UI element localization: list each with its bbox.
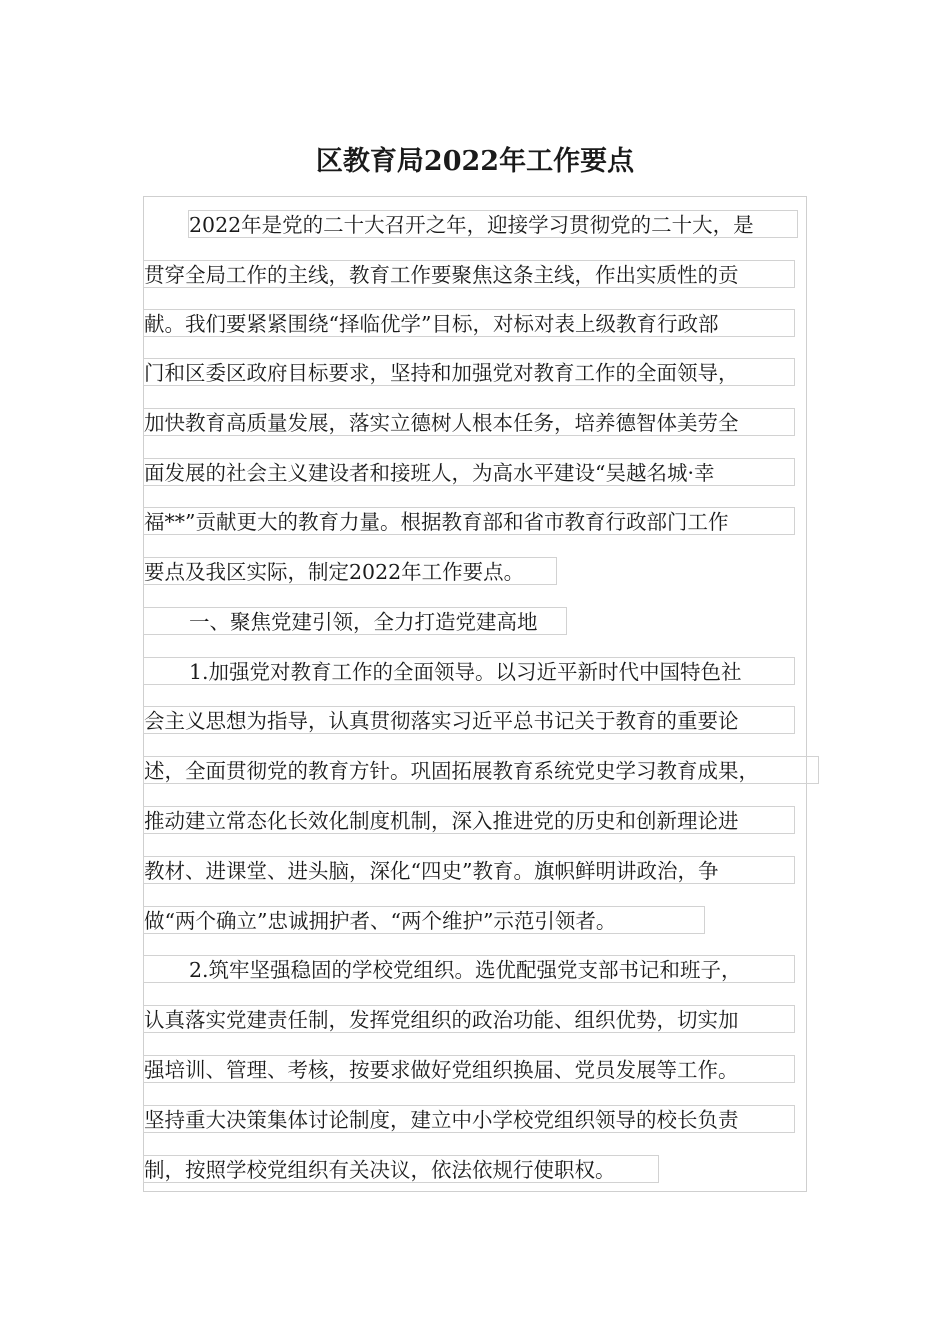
text-line: 1.加强党对教育工作的全面领导。以习近平新时代中国特色社 [143, 657, 795, 685]
text-line: 坚持重大决策集体讨论制度，建立中小学校党组织领导的校长负责 [143, 1105, 795, 1133]
text-line: 会主义思想为指导，认真贯彻落实习近平总书记关于教育的重要论 [143, 706, 795, 734]
text-line: 做“两个确立”忠诚拥护者、“两个维护”示范引领者。 [143, 906, 705, 934]
text-line: 福**”贡献更大的教育力量。根据教育部和省市教育行政部门工作 [143, 507, 795, 535]
text-line: 述，全面贯彻党的教育方针。巩固拓展教育系统党史学习教育成果， [143, 756, 819, 784]
document-title: 区教育局2022年工作要点 [315, 146, 635, 177]
text-frame [143, 196, 807, 1192]
text-line: 认真落实党建责任制，发挥党组织的政治功能、组织优势，切实加 [143, 1005, 795, 1033]
text-line: 面发展的社会主义建设者和接班人，为高水平建设“吴越名城·幸 [143, 458, 795, 486]
text-line: 强培训、管理、考核，按要求做好党组织换届、党员发展等工作。 [143, 1055, 795, 1083]
text-line: 制，按照学校党组织有关决议，依法依规行使职权。 [143, 1155, 659, 1183]
text-line: 推动建立常态化长效化制度机制，深入推进党的历史和创新理论进 [143, 806, 795, 834]
section-heading: 一、聚焦党建引领，全力打造党建高地 [143, 607, 567, 635]
text-line: 加快教育高质量发展，落实立德树人根本任务，培养德智体美劳全 [143, 408, 795, 436]
text-line: 贯穿全局工作的主线，教育工作要聚焦这条主线，作出实质性的贡 [143, 260, 795, 288]
text-line: 要点及我区实际，制定2022年工作要点。 [143, 557, 557, 585]
text-line: 献。我们要紧紧围绕“择临优学”目标，对标对表上级教育行政部 [143, 309, 795, 337]
text-line: 2.筑牢坚强稳固的学校党组织。选优配强党支部书记和班子， [143, 955, 795, 983]
text-line: 2022年是党的二十大召开之年，迎接学习贯彻党的二十大，是 [188, 210, 798, 238]
text-line: 教材、进课堂、进头脑，深化“四史”教育。旗帜鲜明讲政治，争 [143, 856, 795, 884]
text-line: 门和区委区政府目标要求，坚持和加强党对教育工作的全面领导， [143, 358, 795, 386]
